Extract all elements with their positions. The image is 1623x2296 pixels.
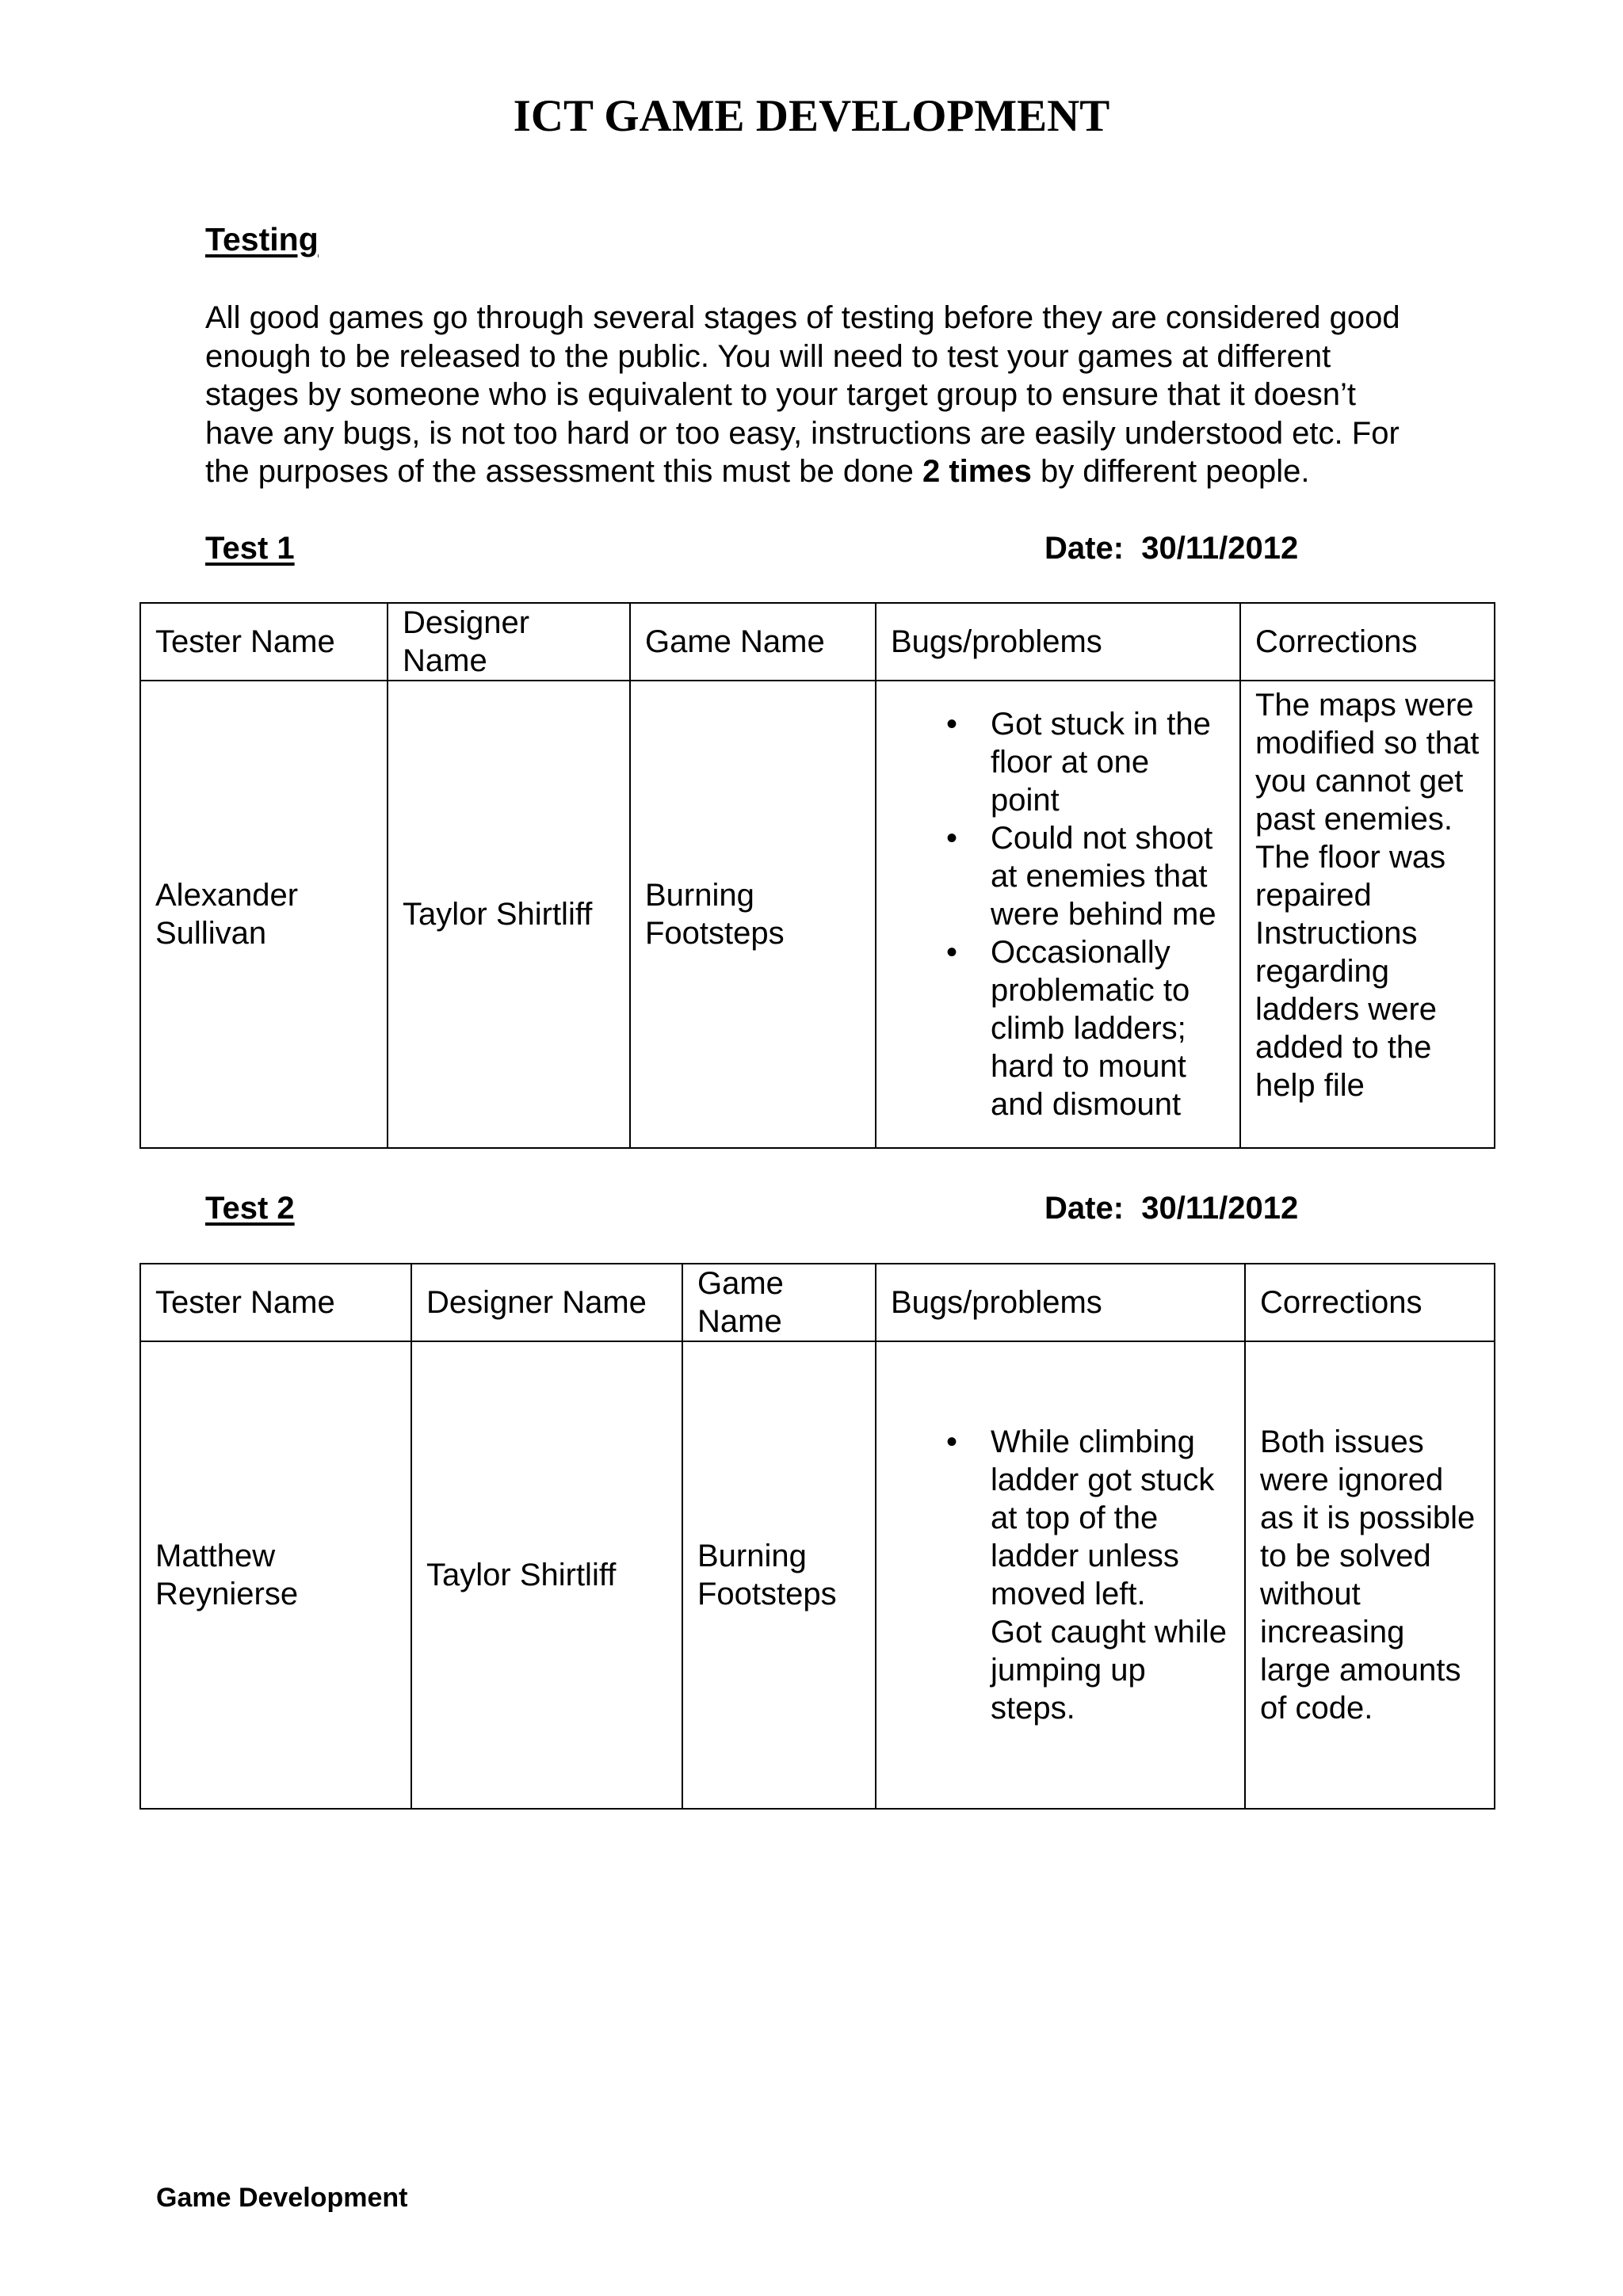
intro-emphasis: 2 times — [922, 454, 1032, 489]
header-designer-name: Designer Name — [388, 603, 630, 681]
cell-bugs-problems — [876, 681, 1240, 1148]
bug-list — [876, 1423, 1230, 1727]
test-2-date: Date: 30/11/2012 — [1044, 1191, 1299, 1226]
cell-bugs-problems — [876, 1341, 1245, 1809]
header-game-name: Game Name — [630, 603, 876, 681]
intro-line: enough to be released to the public. You will need to test your games at different — [205, 338, 1331, 374]
intro-line: stages by someone who is equivalent to your target group to ensure that it doesn’t — [205, 377, 1356, 412]
table-row — [140, 1341, 1495, 1809]
page-footer: Game Development — [156, 2183, 408, 2213]
bug-item: • Got stuck in the floor at one point — [991, 705, 1225, 819]
intro-text: by different people. — [1031, 454, 1310, 489]
table-header-row — [140, 1264, 1495, 1341]
cell-designer-name: Taylor Shirtliff — [411, 1341, 682, 1809]
intro-line-last — [205, 452, 1473, 491]
header-tester-name: Tester Name — [140, 1264, 411, 1341]
header-corrections: Corrections — [1245, 1264, 1495, 1341]
bug-list — [876, 705, 1225, 1123]
intro-line: All good games go through several stages of testing before they are considered good — [205, 300, 1400, 335]
cell-corrections: The maps were modified so that you cannot get past enemies. The floor was repaired Instructions regarding ladders were added to the help file — [1240, 681, 1495, 1148]
intro-text: the purposes of the assessment this must be done — [205, 454, 922, 489]
test-1-table — [139, 602, 1495, 1149]
document-title: ICT GAME DEVELOPMENT — [513, 91, 1110, 141]
cell-game-name: Burning Footsteps — [682, 1341, 876, 1809]
test-2-label: Test 2 — [205, 1191, 295, 1226]
header-bugs-problems: Bugs/problems — [876, 1264, 1245, 1341]
intro-paragraph — [205, 299, 1473, 491]
header-corrections: Corrections — [1240, 603, 1495, 681]
cell-game-name: Burning Footsteps — [630, 681, 876, 1148]
table-row — [140, 681, 1495, 1148]
bug-item: • Could not shoot at enemies that were behind me — [991, 819, 1225, 933]
section-heading-testing: Testing — [205, 221, 319, 257]
cell-tester-name: Alexander Sullivan — [140, 681, 388, 1148]
header-designer-name: Designer Name — [411, 1264, 682, 1341]
test-2-table — [139, 1263, 1495, 1810]
test-1-label: Test 1 — [205, 531, 295, 566]
cell-corrections: Both issues were ignored as it is possible to be solved without increasing large amounts of code. — [1245, 1341, 1495, 1809]
header-game-name: Game Name — [682, 1264, 876, 1341]
header-bugs-problems: Bugs/problems — [876, 603, 1240, 681]
table-header-row — [140, 603, 1495, 681]
bug-item: • While climbing ladder got stuck at top of the ladder unless moved left. — [991, 1423, 1230, 1613]
intro-line: have any bugs, is not too hard or too easy, instructions are easily understood etc. For — [205, 415, 1400, 451]
cell-designer-name: Taylor Shirtliff — [388, 681, 630, 1148]
cell-tester-name: Matthew Reynierse — [140, 1341, 411, 1809]
test-1-date: Date: 30/11/2012 — [1044, 531, 1299, 566]
header-tester-name: Tester Name — [140, 603, 388, 681]
bug-item: • Occasionally problematic to climb ladders; hard to mount and dismount — [991, 933, 1225, 1123]
bug-item: Got caught while jumping up steps. — [991, 1615, 1227, 1726]
